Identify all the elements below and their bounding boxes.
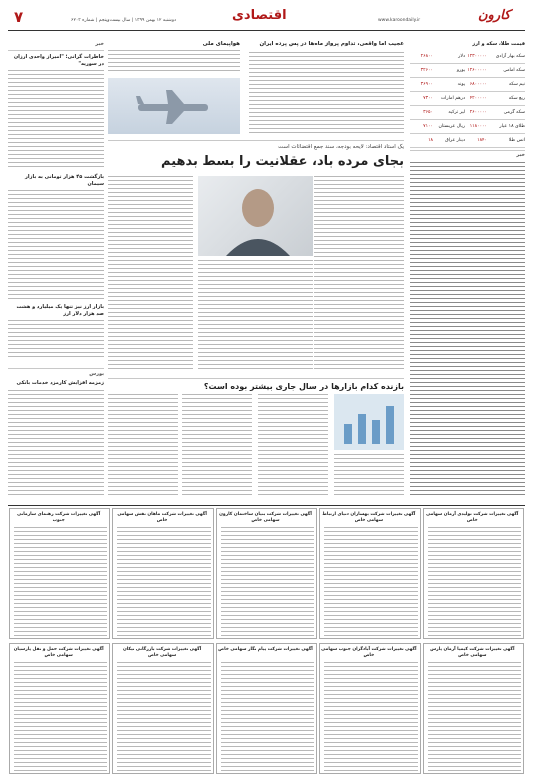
ad-text [14, 527, 107, 636]
top-story-text-right [249, 52, 404, 134]
price-row [410, 92, 525, 106]
main-headline: بجای مرده باد، عقلانیت را بسط بدهیم [161, 154, 404, 169]
right-column [410, 150, 525, 500]
ad-title: آگهی تغییرات شرکت ماهان نقش سهامی خاص [117, 512, 207, 523]
top-story-text-left [108, 50, 240, 74]
second-text-col3 [182, 394, 252, 498]
price-value: ۲۶۰۰۰۰۰ [469, 110, 487, 115]
price-value-2: ۱۸ [428, 138, 433, 143]
price-row [410, 106, 525, 120]
price-label: طلای ۱۸ عیار [499, 124, 525, 129]
second-text-under-photo [334, 454, 404, 498]
second-text-col4 [108, 394, 178, 498]
ad-text [221, 527, 314, 636]
price-row [410, 120, 525, 134]
ad-text [221, 662, 314, 771]
price-table [410, 50, 525, 148]
ad-box [9, 643, 110, 774]
price-label-2: ریال عربستان [438, 124, 465, 129]
main-kicker: یک استاد اقتصاد: لایحه بودجه، سند جمع اقتضائات است [278, 144, 404, 150]
second-story [108, 378, 404, 500]
ad-box [112, 508, 213, 639]
price-row [410, 78, 525, 92]
ad-box [216, 643, 317, 774]
ad-title: آگهی تغییرات شرکت رهنمای سازمانی جنوب [17, 512, 101, 523]
page-number: ۷ [14, 8, 24, 26]
price-label: سکه بهار آزادی [495, 54, 525, 59]
price-value: ۱۲۶۰۰۰۰۰ [467, 68, 487, 73]
price-value-2: ۷۱۰۰ [423, 124, 433, 129]
left-box4-label: بورس [89, 371, 104, 377]
top-story-headline: عجیب اما واقعی، تداوم پرواز ماه‌ها در پس پرده ایران [259, 41, 404, 47]
main-text-under-photo [198, 260, 313, 372]
price-label: سکه گرمی [503, 110, 525, 115]
main-story [108, 140, 404, 375]
left-box3-title: بازار ارز نیز تنها یک میلیارد و هشت صد هزار دلار ارز [16, 304, 104, 317]
right-news-label: خبر [516, 152, 525, 158]
airplane-icon [108, 78, 240, 134]
page-header [0, 0, 533, 38]
ad-text [428, 662, 521, 771]
price-label: نیم سکه [508, 82, 525, 87]
ad-text [428, 527, 521, 636]
price-value: ۴۲۰۰۰۰۰ [469, 96, 487, 101]
price-label-2: لیر ترکیه [448, 110, 465, 115]
ad-text [117, 662, 210, 771]
second-text-col2 [258, 394, 328, 498]
ad-text [14, 662, 107, 771]
main-photo [198, 176, 313, 256]
price-value: ۱۸۴۰ [477, 138, 487, 143]
ad-box [112, 643, 213, 774]
left-box1-title: خاطرات گرانی؛ "امیراز واحدی ارزان در سوریه" [13, 54, 104, 67]
ad-text [117, 527, 210, 636]
header-top-rule [8, 30, 525, 31]
right-column-text [410, 162, 525, 498]
second-photo [334, 394, 404, 450]
left-column [8, 38, 104, 500]
price-label-2: یورو [456, 68, 465, 73]
price-row [410, 134, 525, 148]
price-label: سکه امامی [503, 68, 525, 73]
price-sidebar [410, 38, 525, 146]
ad-title: آگهی تغییرات شرکت بهسازان دنیای ارتباط سهامی خاص [322, 512, 416, 523]
main-text-col-left [108, 176, 193, 372]
price-value-2: ۳۶۹۰۰ [420, 82, 433, 87]
price-label: انس طلا [508, 138, 525, 143]
price-label-2: پوند [457, 82, 465, 87]
section-title: اقتصادی [232, 8, 287, 23]
ad-title: آگهی تغییرات شرکت بنیان ساختمان کارون سهامی خاص [219, 512, 312, 523]
ad-text [324, 527, 417, 636]
ad-box [423, 508, 524, 639]
left-box3-text [8, 320, 104, 360]
price-label-2: درهم امارات [440, 96, 465, 101]
date-line: دوشنبه ۱۲ بهمن ۱۳۹۹ | سال بیست‌وپنجم | شماره ۶۲۰۳ [71, 18, 176, 23]
left-box4-text [8, 390, 104, 496]
price-value: ۶۸۰۰۰۰۰ [469, 82, 487, 87]
price-row [410, 64, 525, 78]
ad-title: آگهی تغییرات شرکت پیام نگار سهامی خاص [218, 647, 313, 652]
left-news-label: خبر [95, 41, 104, 47]
ad-title: آگهی تغییرات شرکت حمل و نقل پارسیان سهامی خاص [13, 647, 104, 658]
price-row [410, 50, 525, 64]
ad-box [319, 643, 420, 774]
second-headline: بازنده کدام بازارها در سال جاری بیشتر بوده است؟ [203, 382, 404, 391]
ad-box [9, 508, 110, 639]
price-label-2: دلار [458, 54, 465, 59]
price-value-2: ۳۶۵۰ [423, 110, 433, 115]
top-story [108, 38, 404, 138]
ad-text [324, 662, 417, 771]
left-box1-text [8, 70, 104, 170]
chart-icon [334, 394, 404, 450]
ad-title: آگهی تغییرات شرکت کیمیا آرمان پارس سهامی خاص [430, 647, 515, 658]
ad-box [216, 508, 317, 639]
ad-box [319, 508, 420, 639]
left-box2-text [8, 190, 104, 300]
website: www.karoondaily.ir [378, 18, 421, 23]
price-value-2: ۷۳۰۰ [423, 96, 433, 101]
person-icon [198, 176, 313, 256]
main-text-col-right [314, 176, 404, 372]
ads-grid [8, 505, 525, 776]
logo: کارون [478, 8, 511, 23]
price-section-title: قیمت طلا، سکه و ارز [472, 41, 525, 47]
ad-title: آگهی تغییرات شرکت آبادگران جنوب سهامی خاص [321, 647, 417, 658]
price-label: ربع سکه [508, 96, 525, 101]
left-box2-title: بازگشت ۴۵ هزار تومانی به بازار سیمان [25, 174, 104, 187]
price-value-2: ۲۶۸۰۰ [420, 54, 433, 59]
left-box4-title: زمزمه افزایش کارمزد خدمات بانکی [16, 380, 104, 386]
ad-title: آگهی تغییرات شرکت تولیدی آرمان سهامی خاص [426, 512, 519, 523]
price-value: ۱۱۸۰۰۰۰ [469, 124, 487, 129]
top-story-photo [108, 78, 240, 134]
price-value-2: ۳۲۶۰۰ [420, 68, 433, 73]
top-story-side-headline: هواپیمای ملی [202, 41, 240, 47]
price-value: ۱۲۳۰۰۰۰۰ [467, 54, 487, 59]
ad-box [423, 643, 524, 774]
ad-title: آگهی تغییرات شرکت بازرگانی نیکان سهامی خاص [123, 647, 202, 658]
price-label-2: دینار عراق [445, 138, 465, 143]
